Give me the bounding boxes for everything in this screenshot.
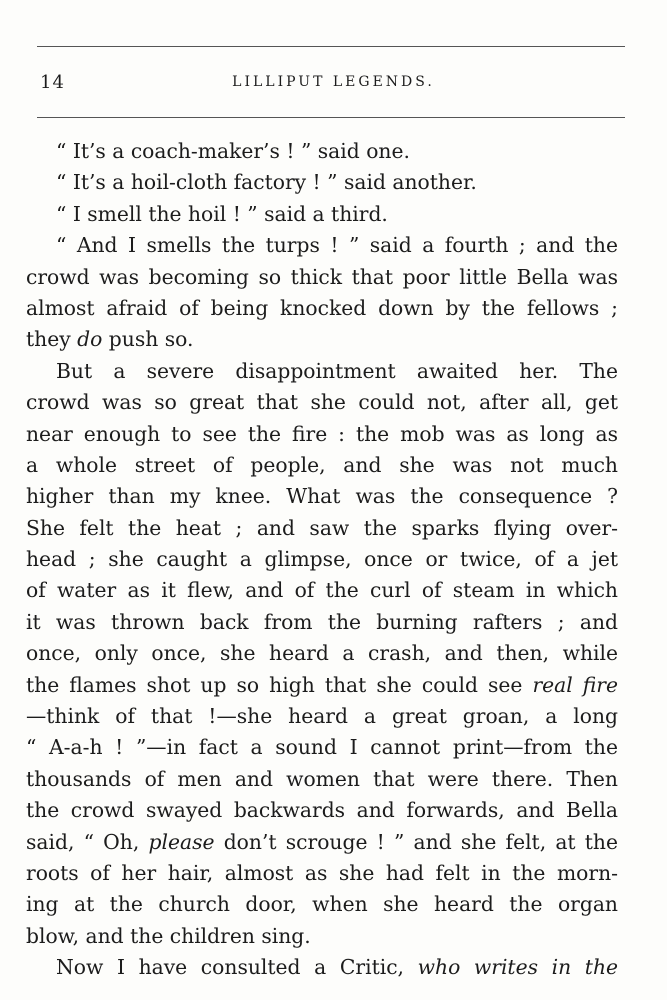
text-line — [26, 607, 618, 638]
text-line — [26, 450, 618, 481]
text-line — [26, 136, 618, 167]
text-line — [26, 324, 618, 355]
text-line — [26, 262, 618, 293]
text-line — [26, 921, 618, 952]
text-segment: almost afraid of being knocked down by the fellows ; — [26, 295, 618, 320]
text-segment: But a severe disappointment awaited her. The — [56, 358, 618, 383]
text-line — [26, 732, 618, 763]
text-segment: said, “ Oh, — [26, 829, 149, 854]
text-segment: near enough to see the fire : the mob was as long as — [26, 421, 618, 446]
text-line — [26, 858, 618, 889]
text-segment: head ; she caught a glimpse, once or twice, of a jet — [26, 547, 618, 572]
text-line — [26, 889, 618, 920]
italic-text: please — [148, 829, 215, 854]
text-segment: thousands of men and women that were there. Then — [26, 766, 618, 791]
text-segment: Now I have consulted a Critic, — [56, 955, 418, 980]
header-rule-top — [37, 46, 625, 47]
text-line — [26, 827, 618, 858]
text-segment: roots of her hair, almost as she had felt in the morn- — [26, 860, 618, 885]
text-line — [26, 167, 618, 198]
text-segment: higher than my knee. What was the consequence ? — [26, 484, 618, 509]
text-segment: the crowd swayed backwards and forwards, and Bella — [26, 798, 618, 823]
text-line — [26, 199, 618, 230]
text-line — [26, 575, 618, 606]
text-segment: “ It’s a coach-maker’s ! ” said one. — [56, 139, 410, 163]
text-line — [26, 230, 618, 261]
page-number: 14 — [40, 72, 65, 93]
text-segment: don’t scrouge ! ” and she felt, at the — [214, 829, 618, 854]
text-line — [26, 701, 618, 732]
text-segment: She felt the heat ; and saw the sparks flying over- — [26, 515, 618, 540]
text-segment: it was thrown back from the burning rafters ; and — [26, 609, 618, 634]
text-segment: “ I smell the hoil ! ” said a third. — [56, 201, 388, 226]
text-segment: the flames shot up so high that she could see — [26, 672, 533, 697]
italic-text: do — [77, 327, 103, 352]
text-line — [26, 356, 618, 387]
text-segment: crowd was so great that she could not, after all, get — [26, 390, 618, 415]
body-text — [26, 136, 618, 984]
text-line — [26, 764, 618, 795]
text-line — [26, 795, 618, 826]
text-line — [26, 293, 618, 324]
text-segment: “ And I smells the turps ! ” said a fourth ; and the — [56, 233, 618, 258]
text-segment: crowd was becoming so thick that poor little Bella was — [26, 264, 618, 289]
text-segment: “ A-a-h ! ”—in fact a sound I cannot print—from the — [26, 735, 618, 760]
text-line — [26, 387, 618, 418]
text-segment: once, only once, she heard a crash, and then, while — [26, 641, 618, 666]
text-line — [26, 419, 618, 450]
text-line — [26, 544, 618, 575]
text-segment: blow, and the children sing. — [26, 923, 311, 948]
running-title: LILLIPUT LEGENDS. — [232, 74, 435, 90]
text-line — [26, 670, 618, 701]
text-line — [26, 513, 618, 544]
italic-text: real fire — [532, 672, 618, 697]
text-segment: they — [26, 327, 78, 352]
text-line — [26, 638, 618, 669]
text-segment: of water as it flew, and of the curl of steam in which — [26, 578, 618, 603]
text-segment: push so. — [102, 327, 194, 352]
header-rule-bottom — [37, 117, 625, 118]
text-segment: “ It’s a hoil-cloth factory ! ” said another. — [56, 170, 477, 195]
italic-text: who writes in the — [417, 955, 618, 980]
text-segment: a whole street of people, and she was not much — [26, 452, 618, 477]
text-line — [26, 481, 618, 512]
text-segment: —think of that !—she heard a great groan, a long — [26, 704, 618, 729]
text-segment: ing at the church door, when she heard the organ — [26, 892, 618, 917]
running-header — [40, 72, 627, 96]
text-line — [26, 952, 618, 983]
